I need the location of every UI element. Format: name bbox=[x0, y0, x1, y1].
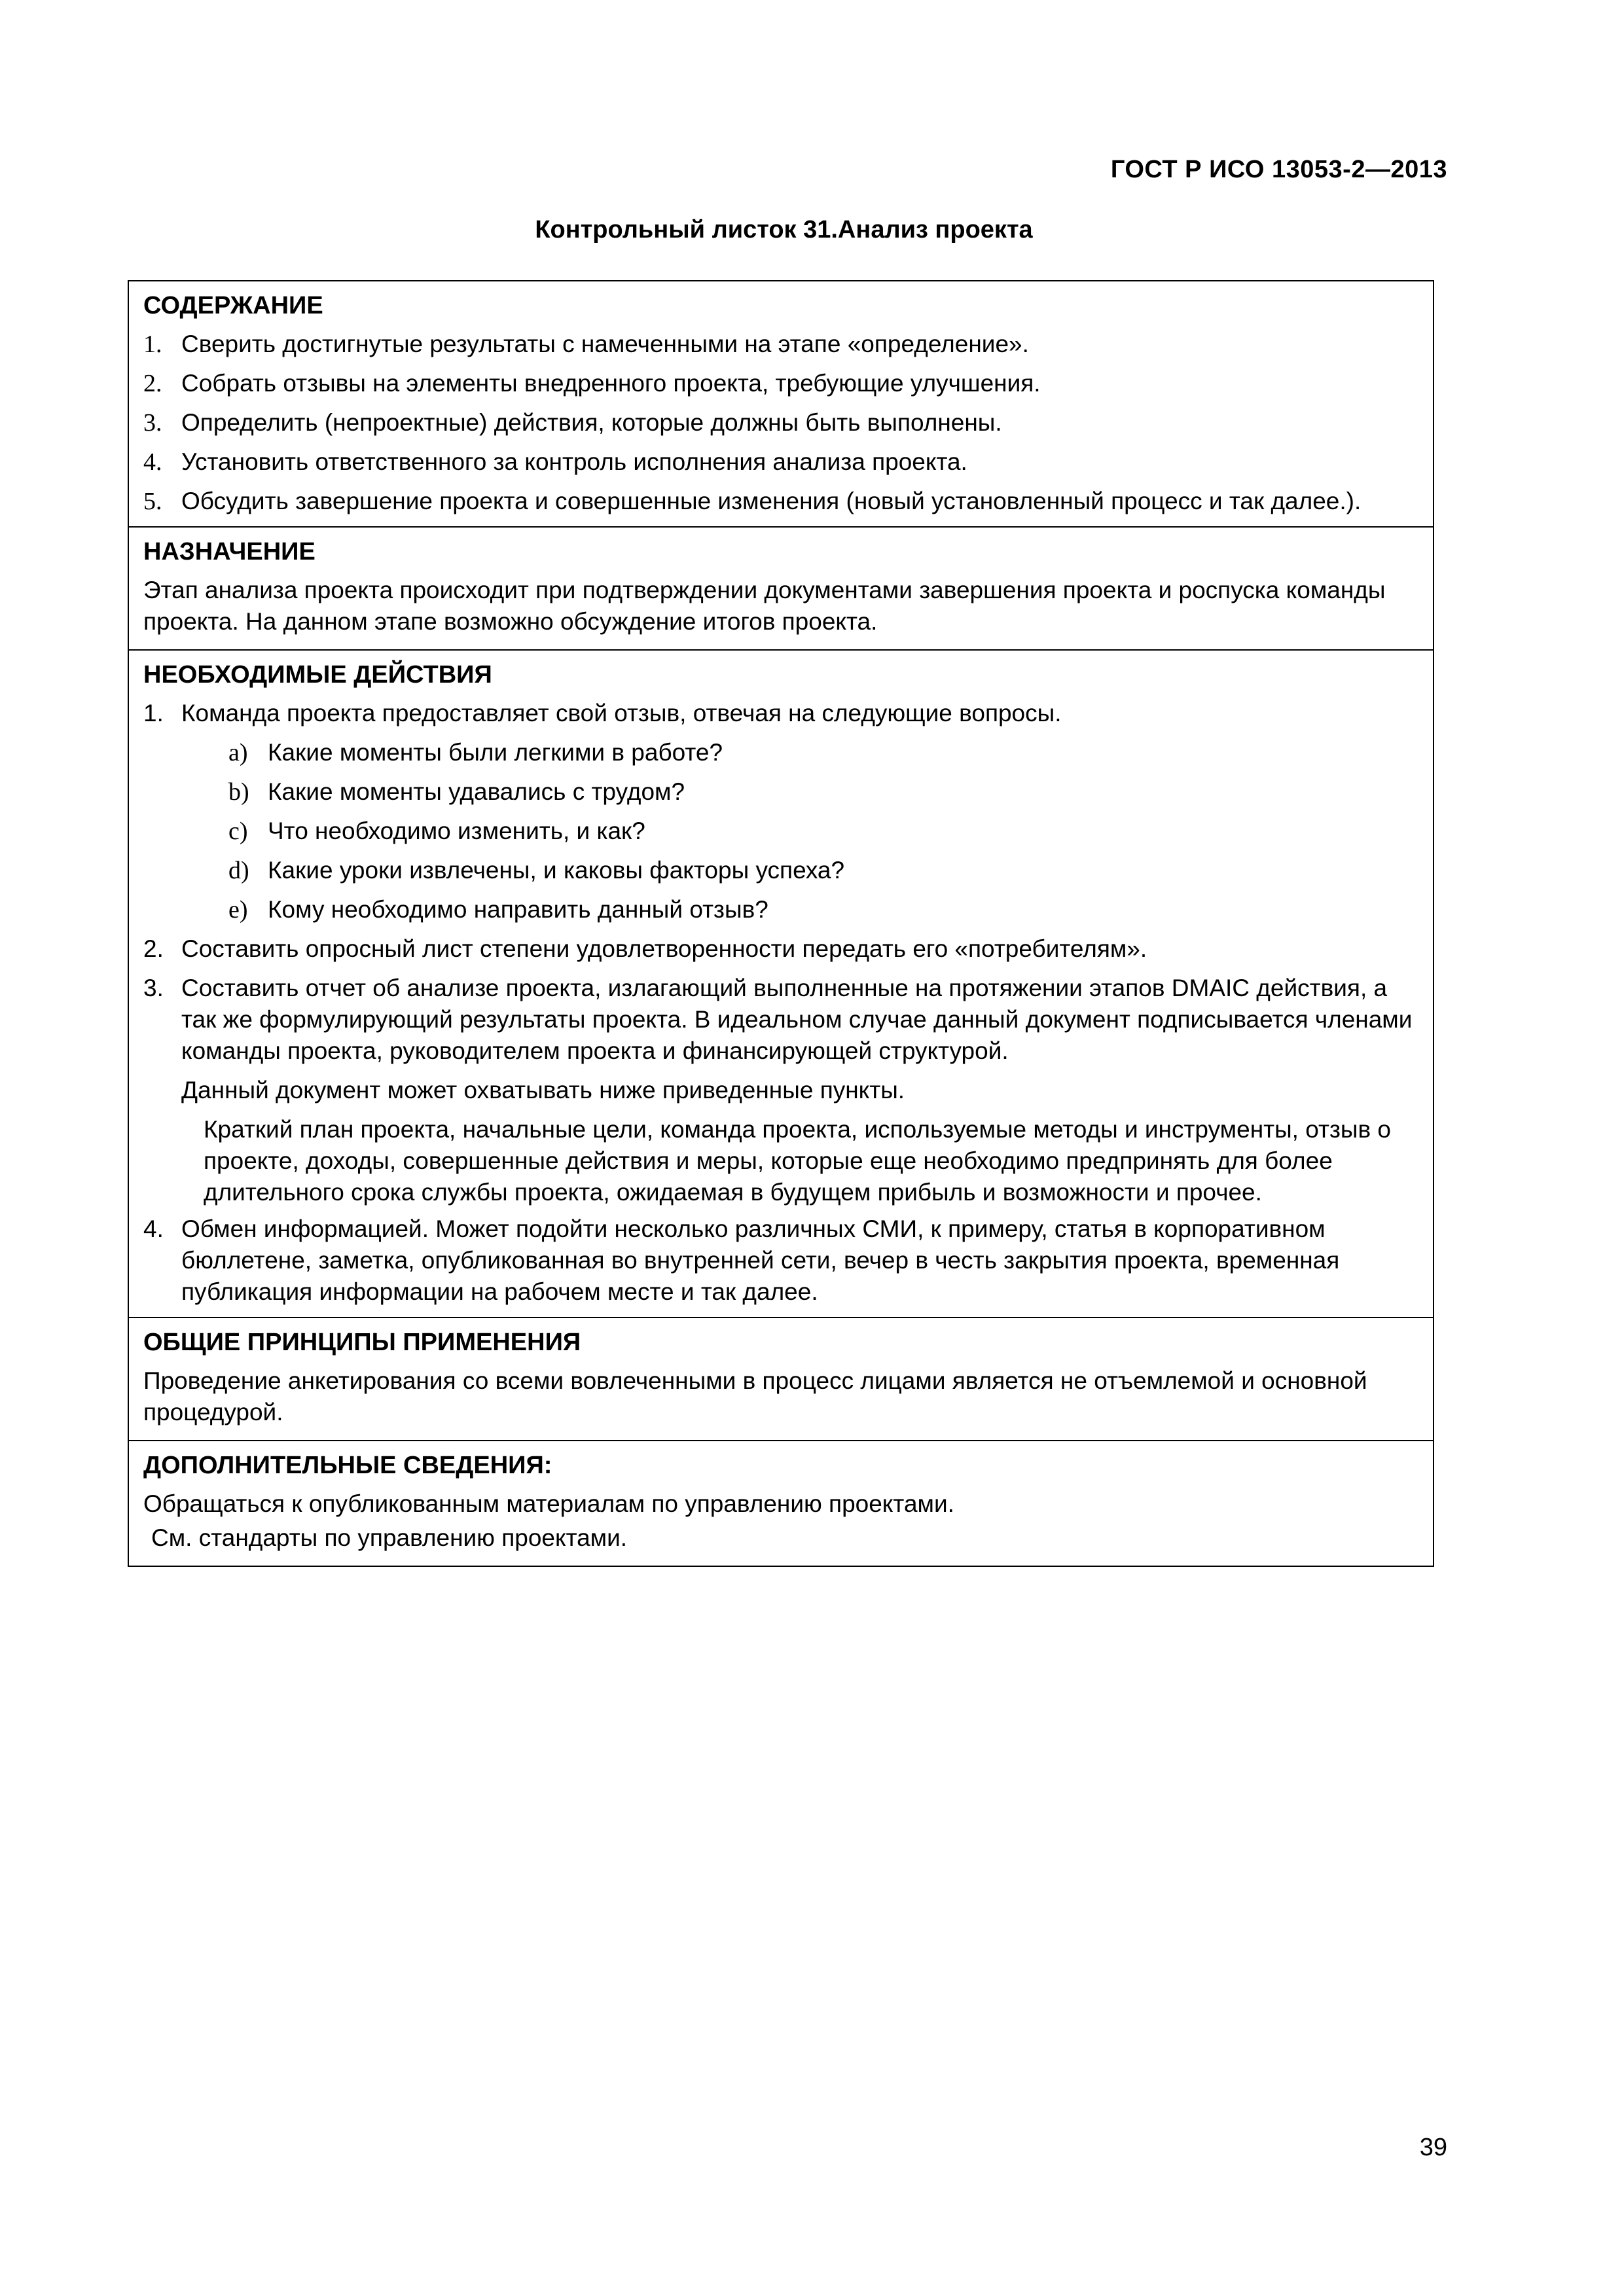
section-text-line: См. стандарты по управлению проектами. bbox=[151, 1524, 628, 1551]
list-item-number: 1. bbox=[143, 700, 164, 726]
section-title: СОДЕРЖАНИЕ bbox=[143, 292, 323, 319]
list-item-text: Обмен информацией. Может подойти несколько различных СМИ, к примеру, статья в корпоративном бюллетене, заметка, опубликованная во внутренней сети, вечер в честь закрытия проекта, временная публикация информации на рабочем месте и так далее. bbox=[181, 1215, 1340, 1305]
section-title: НАЗНАЧЕНИЕ bbox=[143, 538, 316, 565]
list-item-number: 4. bbox=[143, 448, 162, 476]
list-item-text: Кому необходимо направить данный отзыв? bbox=[268, 896, 768, 923]
section-title: ДОПОЛНИТЕЛЬНЫЕ СВЕДЕНИЯ: bbox=[143, 1452, 552, 1479]
section-purpose bbox=[129, 526, 1433, 649]
actions-list bbox=[143, 698, 1418, 1308]
list-item bbox=[143, 973, 1418, 1067]
list-item bbox=[143, 407, 1418, 439]
list-item bbox=[143, 1213, 1418, 1308]
list-item bbox=[143, 486, 1418, 517]
list-item-text: Какие уроки извлечены, и каковы факторы успеха? bbox=[268, 857, 845, 884]
section-text: Этап анализа проекта происходит при подтверждении документами завершения проекта и роспуска команды проекта. На данном этапе возможно обсуждение итогов проекта. bbox=[143, 577, 1386, 635]
list-item-text: Сверить достигнутые результаты с намеченными на этапе «определение». bbox=[181, 331, 1029, 357]
list-item-number: 3. bbox=[143, 975, 164, 1001]
list-item-number: d) bbox=[228, 857, 249, 884]
list-item-number: 1. bbox=[143, 331, 162, 358]
list-item-text: Какие моменты были легкими в работе? bbox=[268, 739, 723, 766]
list-item bbox=[143, 446, 1418, 478]
sub-list-item bbox=[228, 894, 1418, 925]
list-item-number: 2. bbox=[143, 935, 164, 962]
item-details: Краткий план проекта, начальные цели, команда проекта, используемые методы и инструменты, отзыв о проекте, доходы, совершенные действия и меры, которые еще необходимо предпринять для более длительного срока службы проекта, ожидаемая в будущем прибыль и возможности и прочее. bbox=[204, 1116, 1392, 1206]
section-principles bbox=[129, 1317, 1433, 1440]
list-item-text: Составить опросный лист степени удовлетворенности передать его «потребителям». bbox=[181, 935, 1147, 962]
sub-list bbox=[143, 737, 1418, 925]
list-item-number: b) bbox=[228, 778, 249, 806]
section-text: Проведение анкетирования со всеми вовлеченными в процесс лицами является не отъемлемой и основной процедурой. bbox=[143, 1367, 1367, 1426]
list-item-text: Определить (непроектные) действия, которые должны быть выполнены. bbox=[181, 409, 1002, 436]
list-item-text: Составить отчет об анализе проекта, излагающий выполненные на протяжении этапов DMAIC действия, а так же формулирующий результаты проекта. В идеальном случае данный документ подписывается членами команды проекта, руководителем проекта и финансирующей структурой. bbox=[181, 975, 1413, 1064]
list-item-number: 4. bbox=[143, 1215, 164, 1242]
list-item-number: 2. bbox=[143, 370, 162, 397]
list-item-text: Установить ответственного за контроль исполнения анализа проекта. bbox=[181, 448, 967, 475]
content-list bbox=[143, 329, 1418, 517]
sub-list-item bbox=[228, 776, 1418, 808]
list-item-text: Что необходимо изменить, и как? bbox=[268, 817, 645, 844]
page-title: Контрольный листок 31.Анализ проекта bbox=[535, 216, 1033, 243]
section-title: НЕОБХОДИМЫЕ ДЕЙСТВИЯ bbox=[143, 661, 492, 689]
standard-designation: ГОСТ Р ИСО 13053-2—2013 bbox=[1110, 156, 1447, 183]
section-text-line: Обращаться к опубликованным материалам по управлению проектами. bbox=[143, 1490, 954, 1517]
sub-list-item bbox=[228, 855, 1418, 886]
section-content bbox=[129, 281, 1433, 526]
list-item bbox=[143, 368, 1418, 399]
sub-list-item bbox=[228, 737, 1418, 768]
list-item-text: Обсудить завершение проекта и совершенные изменения (новый установленный процесс и так далее.). bbox=[181, 488, 1362, 514]
list-item-number: 5. bbox=[143, 488, 162, 515]
list-item-number: a) bbox=[228, 739, 248, 766]
list-item-text: Собрать отзывы на элементы внедренного проекта, требующие улучшения. bbox=[181, 370, 1041, 397]
section-additional bbox=[129, 1440, 1433, 1566]
list-item-text: Какие моменты удавались с трудом? bbox=[268, 778, 685, 805]
list-item bbox=[143, 933, 1418, 965]
checklist-table bbox=[128, 280, 1434, 1567]
sub-list-item bbox=[228, 816, 1418, 847]
list-item-number: c) bbox=[228, 817, 248, 845]
list-item-text: Команда проекта предоставляет свой отзыв, отвечая на следующие вопросы. bbox=[181, 700, 1062, 726]
page-number: 39 bbox=[1419, 2134, 1447, 2161]
list-item-number: 3. bbox=[143, 409, 162, 437]
list-item bbox=[143, 698, 1418, 729]
list-item-number: e) bbox=[228, 896, 248, 924]
section-title: ОБЩИЕ ПРИНЦИПЫ ПРИМЕНЕНИЯ bbox=[143, 1329, 581, 1356]
item-note: Данный документ может охватывать ниже приведенные пункты. bbox=[181, 1077, 905, 1103]
section-actions bbox=[129, 649, 1433, 1317]
list-item bbox=[143, 329, 1418, 360]
